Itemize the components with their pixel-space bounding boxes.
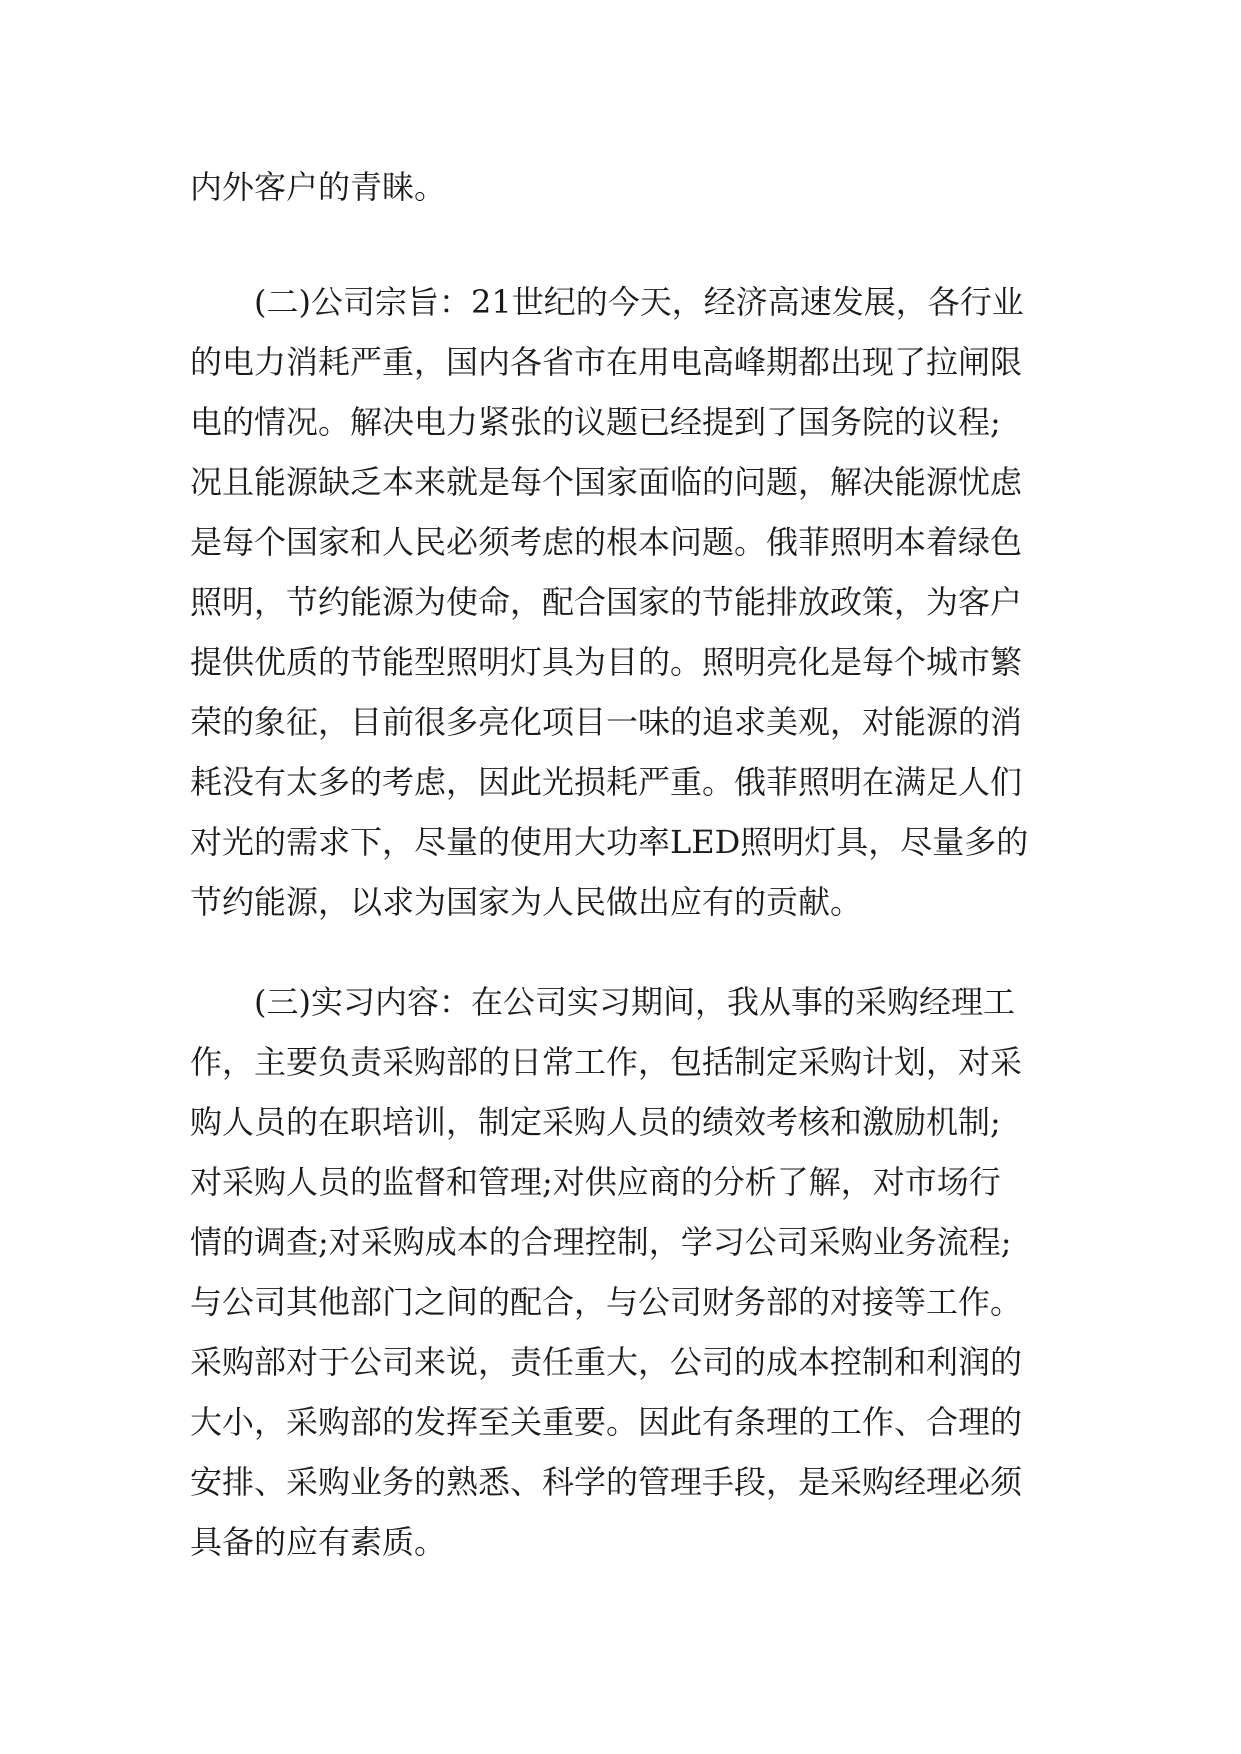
paragraph-internship-content (190, 972, 1052, 1572)
text-line: 作，主要负责采购部的日常工作，包括制定采购计划，对采 (190, 1043, 1023, 1081)
text-line: 大小，采购部的发挥至关重要。因此有条理的工作、合理的 (190, 1403, 1023, 1441)
text-line: 提供优质的节能型照明灯具为目的。照明亮化是每个城市繁 (190, 643, 1023, 681)
text-line: (二)公司宗旨：21世纪的今天，经济高速发展，各行业 (190, 283, 1024, 321)
text-line: 采购部对于公司来说，责任重大，公司的成本控制和利润的 (190, 1343, 1023, 1381)
text-line: 内外客户的青睐。 (190, 168, 447, 206)
text-line: 况且能源缺乏本来就是每个国家面临的问题，解决能源忧虑 (190, 463, 1023, 501)
text-line: 情的调查;对采购成本的合理控制，学习公司采购业务流程; (190, 1223, 1012, 1261)
text-line: 安排、采购业务的熟悉、科学的管理手段，是采购经理必须 (190, 1463, 1023, 1501)
text-line: 耗没有太多的考虑，因此光损耗严重。俄菲照明在满足人们 (190, 763, 1023, 801)
text-line: 电的情况。解决电力紧张的议题已经提到了国务院的议程; (190, 403, 1001, 441)
text-line: 节约能源，以求为国家为人民做出应有的贡献。 (190, 883, 863, 921)
text-line: 购人员的在职培训，制定采购人员的绩效考核和激励机制; (190, 1103, 1001, 1141)
paragraph-company-purpose (190, 272, 1052, 932)
text-line: 具备的应有素质。 (190, 1523, 447, 1561)
text-line: 是每个国家和人民必须考虑的根本问题。俄菲照明本着绿色 (190, 523, 1023, 561)
text-line: (三)实习内容：在公司实习期间，我从事的采购经理工 (190, 983, 1015, 1021)
paragraph-continuation (190, 157, 1052, 217)
text-line: 荣的象征，目前很多亮化项目一味的追求美观，对能源的消 (190, 703, 1023, 741)
text-line: 对光的需求下，尽量的使用大功率LED照明灯具，尽量多的 (190, 823, 1029, 861)
text-line: 照明，节约能源为使命，配合国家的节能排放政策，为客户 (190, 583, 1023, 621)
text-line: 对采购人员的监督和管理;对供应商的分析了解，对市场行 (190, 1163, 1001, 1201)
text-line: 与公司其他部门之间的配合，与公司财务部的对接等工作。 (190, 1283, 1023, 1321)
text-line: 的电力消耗严重，国内各省市在用电高峰期都出现了拉闸限 (190, 343, 1023, 381)
